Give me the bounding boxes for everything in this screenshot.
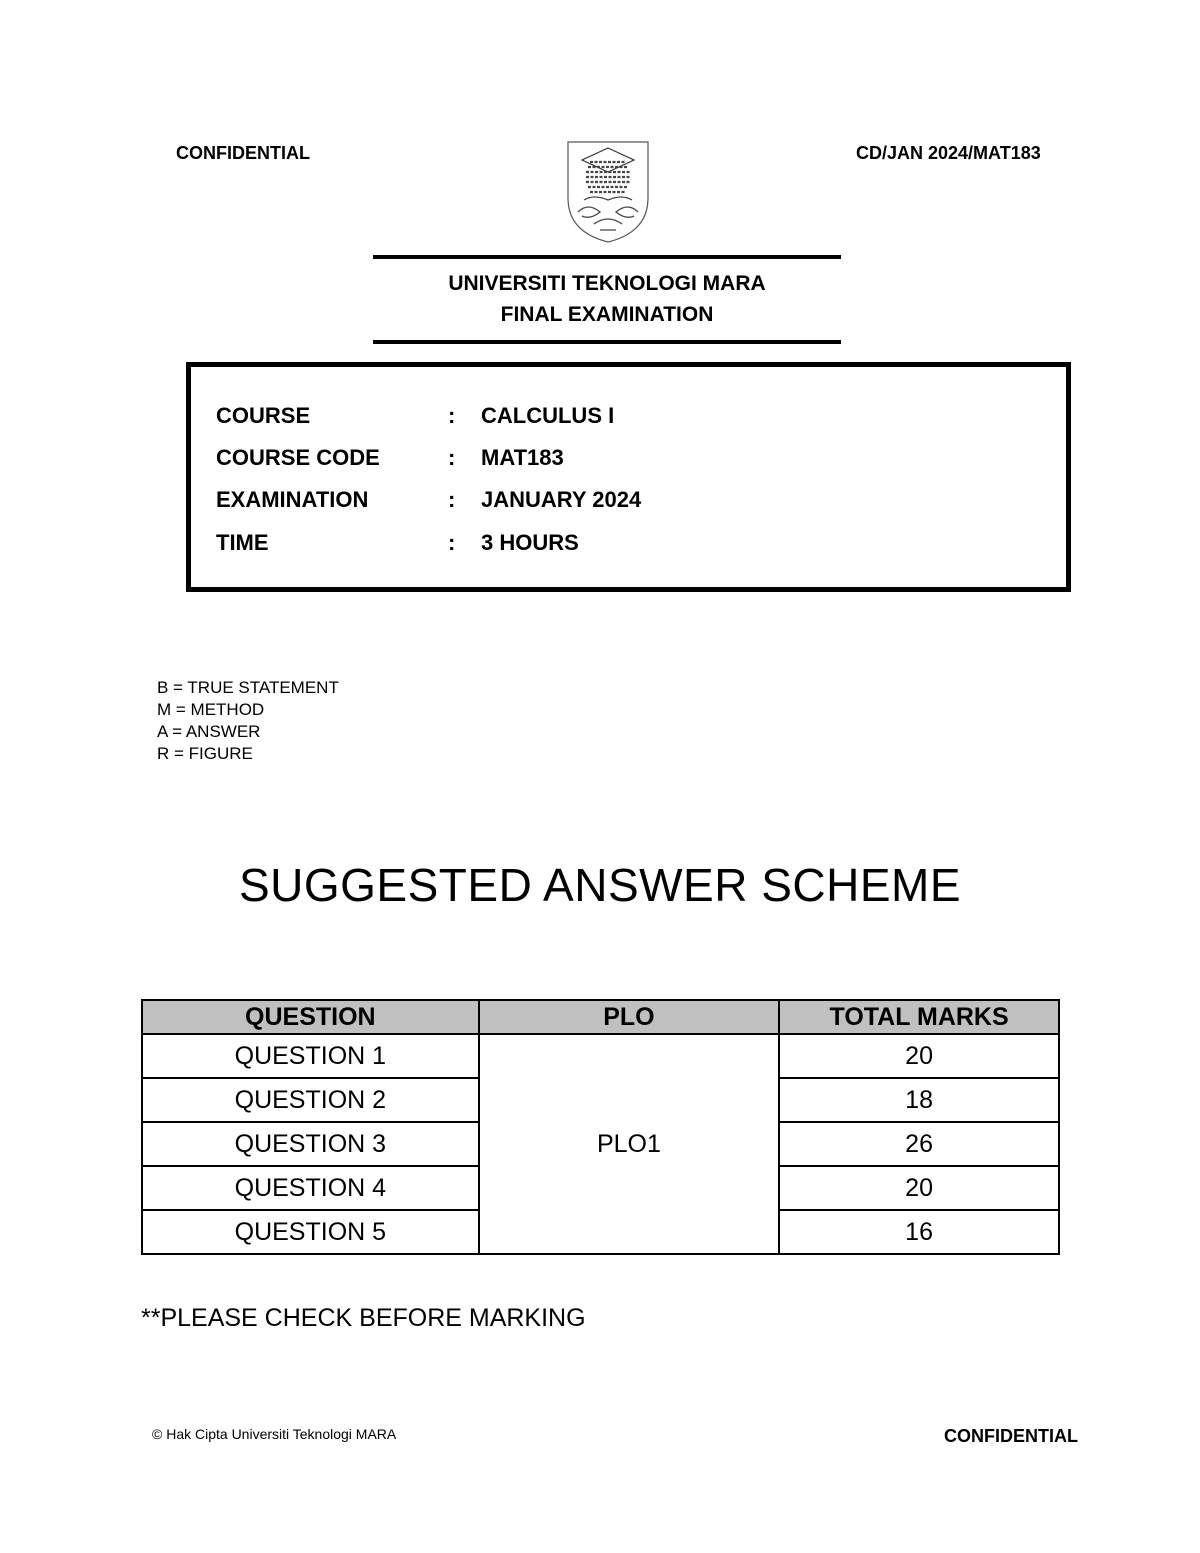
info-label: COURSE [216, 403, 311, 428]
header-question: QUESTION [142, 1000, 479, 1034]
confidential-footer: CONFIDENTIAL [944, 1426, 1078, 1446]
scheme-title: SUGGESTED ANSWER SCHEME [238, 859, 962, 911]
legend-item: B = TRUE STATEMENT [157, 678, 339, 697]
question-cell: QUESTION 3 [142, 1122, 479, 1166]
info-label: COURSE CODE [216, 445, 380, 470]
info-row-course-code [191, 445, 1066, 475]
crest-icon [564, 140, 652, 244]
header-plo: PLO [479, 1000, 779, 1034]
course-info-box [186, 362, 1071, 592]
info-separator: : [448, 445, 456, 470]
exam-type: FINAL EXAMINATION [500, 303, 714, 326]
title-rule-top [373, 255, 841, 259]
marks-cell: 16 [779, 1210, 1059, 1254]
info-separator: : [448, 530, 456, 555]
copyright-footer: © Hak Cipta Universiti Teknologi MARA [152, 1426, 397, 1442]
title-rule-bottom [373, 340, 841, 344]
header-total-marks: TOTAL MARKS [779, 1000, 1059, 1034]
marks-table [141, 999, 1060, 1255]
info-label: TIME [216, 530, 269, 555]
info-value: 3 HOURS [481, 530, 579, 555]
question-cell: QUESTION 5 [142, 1210, 479, 1254]
info-value: CALCULUS I [481, 403, 615, 428]
plo-cell: PLO1 [479, 1034, 779, 1254]
legend-item: A = ANSWER [157, 722, 261, 741]
table-row [142, 1034, 1059, 1078]
legend-item: M = METHOD [157, 700, 265, 719]
marks-cell: 20 [779, 1166, 1059, 1210]
uitm-crest-logo [564, 140, 652, 244]
marking-note: **PLEASE CHECK BEFORE MARKING [141, 1304, 586, 1332]
info-value: JANUARY 2024 [481, 487, 642, 512]
marks-cell: 20 [779, 1034, 1059, 1078]
institution-name: UNIVERSITI TEKNOLOGI MARA [448, 272, 766, 295]
info-row-time [191, 530, 1066, 560]
marks-cell: 18 [779, 1078, 1059, 1122]
question-cell: QUESTION 2 [142, 1078, 479, 1122]
table-header-row [142, 1000, 1059, 1034]
document-code-header: CD/JAN 2024/MAT183 [856, 143, 1041, 163]
info-separator: : [448, 403, 456, 428]
question-cell: QUESTION 4 [142, 1166, 479, 1210]
legend-item: R = FIGURE [157, 744, 253, 763]
info-separator: : [448, 487, 456, 512]
info-row-course [191, 403, 1066, 433]
marking-legend [157, 677, 339, 765]
info-label: EXAMINATION [216, 487, 369, 512]
confidential-header-left: CONFIDENTIAL [176, 143, 310, 163]
question-cell: QUESTION 1 [142, 1034, 479, 1078]
marks-cell: 26 [779, 1122, 1059, 1166]
info-value: MAT183 [481, 445, 564, 470]
info-row-examination [191, 487, 1066, 517]
